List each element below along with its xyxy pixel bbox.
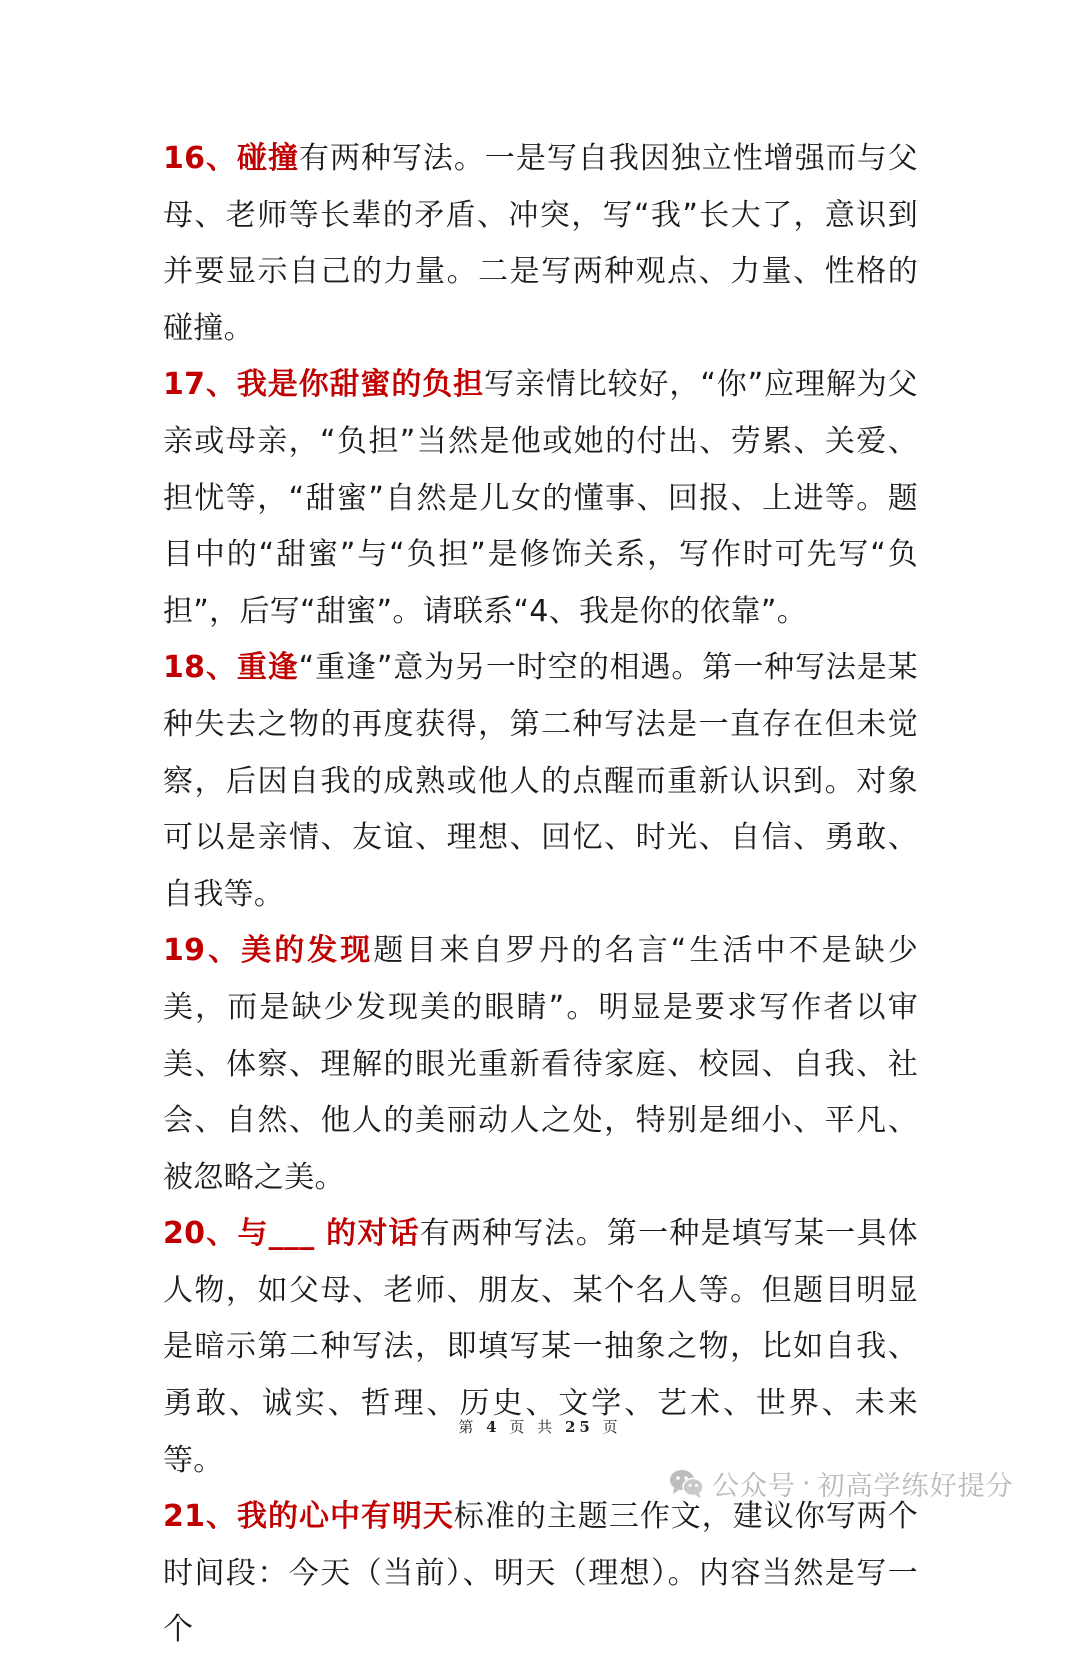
entry-21 [163,1489,918,1659]
entry-number: 17、 [163,367,237,403]
entry-number: 21、 [163,1499,238,1535]
wechat-icon [668,1467,704,1499]
footer-prefix: 第 [458,1418,478,1436]
entry-number: 18、 [163,650,237,686]
footer-middle: 页 共 [509,1418,557,1436]
entry-title: 重逢 [236,650,299,686]
entry-text: 有两种写法。一是写自我因独立性增强而与父母、老师等长辈的矛盾、冲突，写“我”长大了，意识到并要显示自己的力量。二是写两种观点、力量、性格的碰撞。 [163,141,918,346]
entry-number: 20、 [163,1216,238,1252]
entry-title: 我的心中有明天 [237,1499,454,1535]
entry-title: 美的发现 [241,933,374,969]
entry-17 [163,357,918,640]
entry-text: 题目来自罗丹的名言“生活中不是缺少美，而是缺少发现美的眼睛”。明显是要求写作者以审美、体察、理解的眼光重新看待家庭、校园、自我、社会、自然、他人的美丽动人之处，特别是细小、平凡、被忽略之美。 [163,933,918,1195]
page-footer [0,1416,1080,1437]
entry-20 [163,1206,918,1489]
watermark-account-name: 初高学练好提分 [817,1470,1014,1502]
entry-text: 写亲情比较好，“你”应理解为父亲或母亲，“负担”当然是他或她的付出、劳累、关爱、担忧等，“甜蜜”自然是儿女的懂事、回报、上进等。题目中的“甜蜜”与“负担”是修饰关系，写作时可先写“负担”，后写“甜蜜”。请联系“4、我是你的依靠”。 [163,367,918,629]
watermark-label: 公众号 [712,1470,796,1502]
footer-total-pages: 25 [564,1418,594,1436]
footer-page-number: 4 [486,1418,501,1436]
footer-suffix: 页 [602,1418,622,1436]
entry-16 [163,131,918,357]
entry-title: 与___ 的对话 [237,1216,420,1252]
entry-title: 我是你甜蜜的负担 [236,367,485,403]
watermark [668,1457,1014,1509]
entry-text: 标准的主题三作文，建议你写两个时间段：今天（当前）、明天（理想）。内容当然是写一个 [163,1499,918,1648]
entry-title: 碰撞 [237,141,299,176]
entry-19 [163,923,918,1206]
entry-number: 16、 [163,141,238,176]
entry-text: “重逢”意为另一时空的相遇。第一种写法是某种失去之物的再度获得，第二种写法是一直存在但未觉察，后因自我的成熟或他人的点醒而重新认识到。对象可以是亲情、友谊、理想、回忆、时光、自信、勇敢、自我等。 [163,650,918,912]
entry-text: 有两种写法。第一种是填写某一具体人物，如父母、老师、朋友、某个名人等。但题目明显是暗示第二种写法，即填写某一抽象之物，比如自我、勇敢、诚实、哲理、历史、文学、艺术、世界、未来等。 [163,1216,918,1478]
watermark-separator: · [802,1467,812,1499]
entry-18 [163,640,918,923]
entry-number: 19、 [163,933,242,969]
